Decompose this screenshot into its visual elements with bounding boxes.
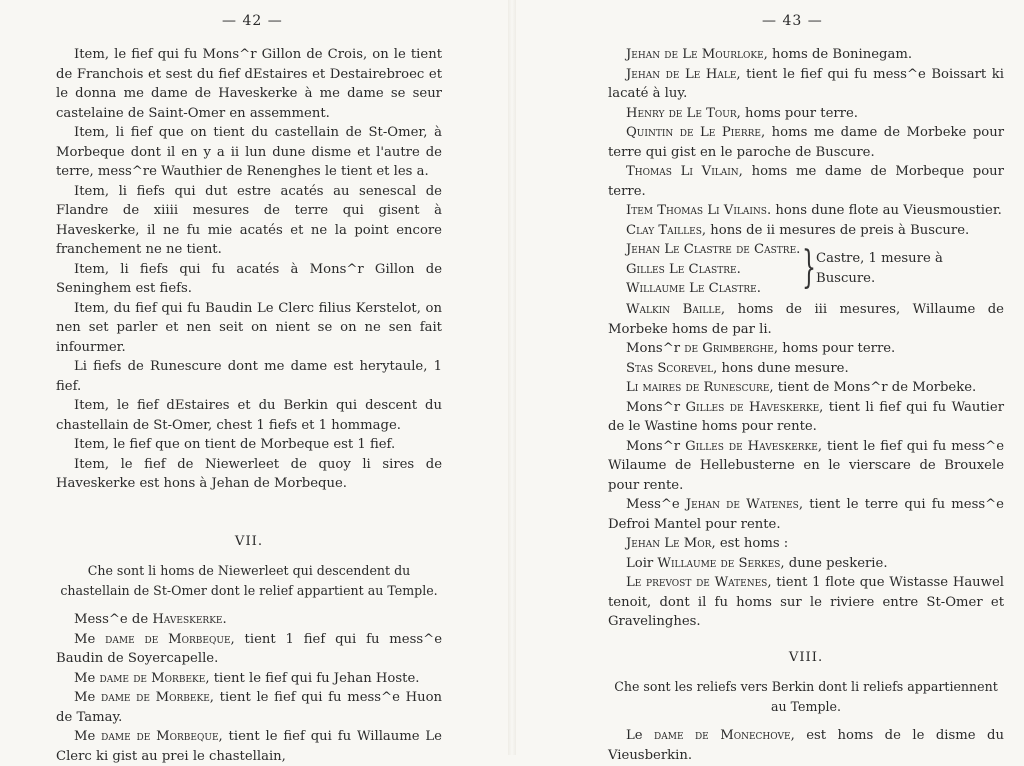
section-heading: Che sont li homs de Niewerleet qui descendent du chastellain de St-Omer dont le relief appartient au Temple. — [60, 563, 438, 598]
paragraph: Item, li fief que on tient du castellain de St-Omer, à Morbeque dont il en y a ii lun dune disme et l'autre de terre, mess^re Wauthier de Renenghes le tient et les a. — [56, 125, 442, 179]
entry: Mons^r Gilles de Haveskerke, tient le fief qui fu mess^e Wilaume de Hellebusterne en le vierscare de Brouxele pour rente. — [608, 438, 1004, 493]
entry: Quintin de Le Pierre, homs me dame de Morbeke pour terre qui gist en le paroche de Buscure. — [608, 125, 1004, 160]
entry: Mess^e de Haveskerke. — [74, 612, 227, 627]
entry: Item Thomas Li Vilains. hons dune flote au Vieusmoustier. — [626, 203, 1002, 218]
page-number: — 42 — — [222, 13, 283, 29]
entry: Henry de Le Tour, homs pour terre. — [626, 105, 858, 121]
paragraph: Item, le fief que on tient de Morbeque est 1 fief. — [74, 437, 396, 452]
entry: Me dame de Morbeque, tient 1 fief qui fu mess^e Baudin de Soyercapelle. — [56, 631, 442, 666]
entry: Mons^r Gilles de Haveskerke, tient li fief qui fu Wautier de le Wastine homs pour rente. — [608, 399, 1004, 434]
book-gutter — [508, 0, 516, 755]
entry: Thomas Li Vilain, homs me dame de Morbeque pour terre. — [608, 164, 1004, 199]
entry: Le dame de Monechove, est homs de le disme du Vieusberkin. — [608, 728, 1004, 763]
entry: Mons^r de Grimberghe, homs pour terre. — [626, 341, 896, 356]
paragraph: Item, le fief qui fu Mons^r Gillon de Crois, on le tient de Franchois et sest du fief dEstaires et Destairebroec et le donna me dame de Haveskerke à me dame se seur castelaine de Saint-Omer en assemment. — [56, 47, 442, 121]
paragraph: Li fiefs de Runescure dont me dame est herytaule, 1 fief. — [56, 359, 442, 394]
entry: Clay Tailles, hons de ii mesures de preis à Buscure. — [626, 222, 970, 238]
paragraph: Item, du fief qui fu Baudin Le Clerc filius Kerstelot, on nen set parler et nen seit on nient se on ne sen fait infourmer. — [56, 300, 442, 355]
entry: Me dame de Morbeke, tient le fief qui fu mess^e Huon de Tamay. — [56, 690, 442, 725]
entry: Jehan Le Clastre de Castre. — [626, 242, 801, 257]
paragraph: Item, le fief de Niewerleet de quoy li sires de Haveskerke est hons à Jehan de Morbeque. — [56, 456, 442, 491]
braced-group — [608, 240, 1004, 300]
entry: Me dame de Morbeque, tient le fief qui fu Willaume Le Clerc ki gist au prei le chastellain, — [56, 729, 442, 764]
section-number: VII. — [234, 533, 264, 549]
brace-note: Castre, 1 mesure à Buscure. — [816, 251, 943, 286]
left-page — [0, 0, 508, 764]
entry: Jehan de Le Hale, tient le fief qui fu mess^e Boissart ki lacaté à luy. — [608, 66, 1004, 101]
entry: Li maires de Runescure, tient de Mons^r de Morbeke. — [626, 380, 977, 395]
entry: Stas Scorevel, hons dune mesure. — [626, 360, 849, 376]
entry: Willaume Le Clastre. — [626, 281, 761, 296]
page-text — [608, 45, 1004, 765]
section-number: VIII. — [788, 649, 824, 665]
paragraph: Item, li fiefs qui fu acatés à Mons^r Gillon de Seninghem est fiefs. — [56, 261, 442, 296]
page-number: — 43 — — [762, 13, 823, 29]
entry: Jehan Le Mor, est homs : — [626, 536, 789, 551]
page-text — [56, 45, 442, 766]
entry: Jehan de Le Mourloke, homs de Boninegam. — [626, 47, 913, 62]
section-heading: Che sont les reliefs vers Berkin dont li reliefs appartiennent au Temple. — [614, 679, 998, 714]
paragraph: Item, le fief dEstaires et du Berkin qui descent du chastellain de St-Omer, chest 1 fiefs et 1 hommage. — [56, 398, 442, 433]
entry: Loir Willaume de Serkes, dune peskerie. — [626, 555, 888, 571]
paragraph: Item, li fiefs qui dut estre acatés au senescal de Flandre de xiiii mesures de terre qui gisent à Haveskerke, il ne fu mie acatés et ne la point encore franchement ne ne tient. — [56, 183, 442, 257]
entry: Gilles Le Clastre. — [626, 261, 741, 277]
entry: Me dame de Morbeke, tient le fief qui fu Jehan Hoste. — [74, 670, 420, 686]
right-page — [516, 0, 1024, 763]
entry: Walkin Baille, homs de iii mesures, Willaume de Morbeke homs de par li. — [608, 302, 1004, 337]
brace-icon: } — [802, 242, 816, 293]
entry: Le prevost de Watenes, tient 1 flote que Wistasse Hauwel tenoit, dont il fu homs sur le riviere entre St-Omer et Gravelinghes. — [608, 575, 1004, 629]
entry: Mess^e Jehan de Watenes, tient le terre qui fu mess^e Defroi Mantel pour rente. — [608, 497, 1004, 532]
